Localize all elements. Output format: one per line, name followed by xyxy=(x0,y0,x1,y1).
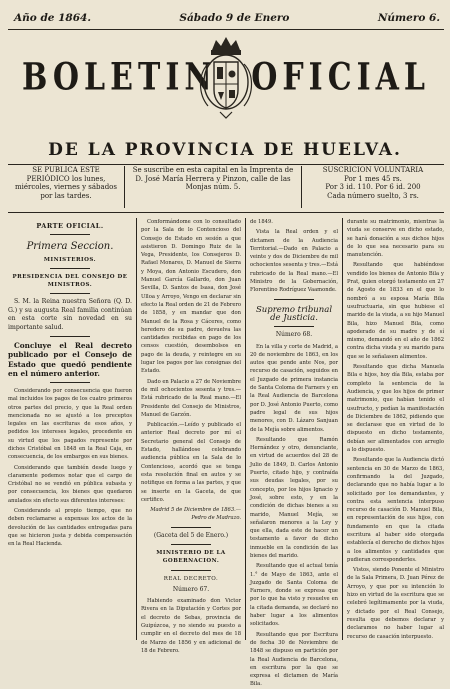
masthead xyxy=(0,30,450,126)
article-paragraph: Resultando que dicha Manuela Bila e hijos, hoy día Bila, estaba por completo la sentencia de la Audiencia, y que los hijos de primer matrimonio, que habían tenido el usufructo, y pedían la manifestación de Diciembre de 1862, pidiendo que se declarase que en virtud de lo dispuesto en dicho testamento, debían ser alimentados con arreglo a lo dispuesto. xyxy=(347,364,444,454)
subtitle-rule xyxy=(8,164,444,165)
issue-number: Número 6. xyxy=(377,12,440,24)
column-4 xyxy=(343,218,444,640)
divider xyxy=(171,527,211,528)
masthead-oficial: OFICIAL xyxy=(251,55,430,100)
column-1 xyxy=(8,218,137,640)
article-paragraph: Vista la Real orden y el dictamen de la Audiencia Territorial.—Dado en Palacio a veinte y dos de Diciembre de mil ochocientos sesenta y tres.—Está rubricado de la Real mano.—El Ministro de la Gobernación, Florentino Rodríguez Vaamonde. xyxy=(250,229,338,294)
divider xyxy=(50,234,90,235)
gaceta-reference: (Gaceta del 5 de Enero.) xyxy=(153,531,229,539)
masthead-boletin: BOLETIN xyxy=(22,55,217,100)
divider xyxy=(171,570,211,571)
royal-health-paragraph: S. M. la Reina nuestra Señora (Q. D. G.) y su augusta Real familia continúan en esta corte sin novedad en su importante salud. xyxy=(8,298,132,331)
decree-heading: Concluye el Real decreto publicado por el Consejo de Estado que quedó pendiente en el número anterior. xyxy=(8,341,132,378)
divider xyxy=(274,299,314,300)
subscription-title: SUSCRICION VOLUNTARIA xyxy=(322,166,424,174)
article-paragraph: Resultando que habiéndose vendido los bienes de Antonio Bila y Prat, quien otorgó testamento en 27 de Agosto de 1833 en el que lo nombró a su esposa María Bila usufructuaria, sin que hubiese el marido de la viuda, a su hijo Manuel Bila, hizo Manuel Bila, como apoderado de su madre y de sí mismo, demandó en el año de 1862 contra dicha viuda y su marido para que se le señalasen alimentos. xyxy=(347,262,444,360)
decree-number: Número 67. xyxy=(172,585,210,593)
part-heading: PARTE OFICIAL. xyxy=(36,222,104,230)
article-paragraph: Considerando al propio tiempo, que no deben reclamarse a expensas los actos de la devolución de las cantidades entregadas para que se hicieron justa y debida compensación en la Real Hacienda. xyxy=(8,508,132,548)
divider xyxy=(171,544,211,545)
issue-line xyxy=(14,12,440,28)
article-paragraph: Considerando por consecuencia que fueron mal incluidos los pagos de los cuatro primeros otros partes del precio, y que la Real orden mencionada no se ajustó a los preceptos legales en las escrituras de esos años, y pedidos los intereses legales, procedente en su virtud que los pagados represente por dichos Cristóbal en 1848 en la Real Caja, en consecuencia, de los embargos en sus bienes. xyxy=(8,387,132,461)
divider xyxy=(274,326,314,327)
divider xyxy=(50,336,90,337)
article-paragraph: Vistos, siendo Ponente el Ministro de la Sala Primera, D. Juan Pérez de Arroyo, y que por su intención lo hizo en virtud de la escritura que se celebró legítimamente por la viuda, y dictado por el Real Consejo, resulta que debemos declarar y declaramos no haber lugar al recurso de casación interpuesto. xyxy=(347,567,444,640)
subscription-prices xyxy=(302,166,444,208)
masthead-subtitle: DE LA PROVINCIA DE HUELVA. xyxy=(48,140,402,160)
section-heading: Primera Seccion. xyxy=(26,241,114,253)
court-heading: Supremo tribunal de Justicia. xyxy=(255,304,333,323)
periodicity-info: SE PUBLICA ESTE PERIÓDICO los lunes, miércoles, viernes y sábados por las tardes. xyxy=(8,166,125,208)
issue-year: Año de 1864. xyxy=(14,12,91,24)
article-paragraph: En la villa y corte de Madrid, a 20 de noviembre de 1863, en los autos que pende ante Nos, por recurso de casación, seguidos en el Juzgado de primera instancia de Santa Coloma de Farners y en la Real Audiencia de Barcelona por D. José Antonio Puerto, como padre legal de sus hijos menores, con D. Lázaro Sanjuan de la Mejía sobre alimentos. xyxy=(250,343,338,433)
article-paragraph: Publicación.—Leído y publicado el anterior Real decreto por mí el Secretario general del Consejo de Estado, hallándose celebrando audiencia pública en la Sala de lo Contencioso, acordó que se tenga esta resolución final en autos y se notifique en forma a las partes, y que se inserte en la Gaceta, de que certifico. xyxy=(141,422,241,503)
divider xyxy=(50,268,90,269)
signature: Madrid 5 de Diciembre de 1863.—Pedro de Madrazo. xyxy=(150,507,241,522)
article-paragraph: Resultando que por Escritura de fecha 30 de Noviembre de 1848 se dispuso en partición por la Real Audiencia de Barcelona, en escritura por la que se expresa el dictamen de María Bila. xyxy=(250,631,338,688)
ministries-heading: MINISTERIOS. xyxy=(43,256,97,263)
date-line: de 1849. xyxy=(250,219,273,225)
article-paragraph: Conformándome con lo consultado por la Sala de lo Contencioso del Consejo de Estado en sesión a que asistieron D. Domingo Ruiz de la Vega, Presidente, los Consejeros D. Rafael Monares, D. Manuel de Sierra y Moya, don Antonio Escudero, don Manuel García Gallardo, don Juan Sevilla, D. Santos de Isasa, don José Ulloa y Arroyo, Vengo en declarar sin efecto la Real orden de 21 de Febrero de 1858, y en mandar que don Manuel de la Rosa y Cáceres, como heredero de su padre, devuelva las cantidades recibidas en pago de los censos cuestión, desembolsos en pago de la deuda, y reintegre en su lugar los pagos por las consignas del Estado. xyxy=(141,219,241,375)
ruling-number: Número 68. xyxy=(275,331,313,339)
column-3 xyxy=(246,218,343,688)
info-rule xyxy=(8,212,444,213)
article-paragraph: Considerando que también desde luego y claramente podemos notar que el cargo de Cristóbal no se vendió en pública subasta y por consecuencia, los bienes que quedaron anulados sin efecto sus diferentes intereses: xyxy=(8,464,132,504)
price-line-2: Por 3 id. 110. Por 6 id. 200 xyxy=(325,183,421,191)
article-paragraph: Dado en Palacio a 27 de Noviembre de mil ochocientos sesenta y tres.—Está rubricado de la Real mano.—El Presidente del Consejo de Ministros, Manuel de Garzón. xyxy=(141,378,241,418)
article-columns xyxy=(8,218,444,688)
subscription-place: Se suscribe en esta capital en la Imprenta de D. José María Herrera y Pinzon, calle de las Monjas núm. 5. xyxy=(125,166,302,208)
ministry-heading: MINISTERIO DE LA GOBERNACION. xyxy=(156,549,226,565)
royal-decree-heading: REAL DECRETO. xyxy=(163,575,219,582)
price-line-3: Cada número suelto, 3 rs. xyxy=(327,191,419,200)
article-paragraph: Habiendo examinado don Victor Rivera en la Diputación y Cortes por el decreto de Sebas, provincia de Guipúzcoa, y no siendo su puesto a cumplir en el decreto del mes de 18 de Marzo de 1856 y en adicional de 18 de Febrero. xyxy=(141,598,241,654)
article-paragraph: durante su matrimonio, mientras la viuda se conserve en dicho estado, se hará donación a sus dichos hijos de lo que sea necesario para su manutención. xyxy=(347,219,444,259)
issue-date: Sábado 9 de Enero xyxy=(179,12,290,24)
price-line-1: Por 1 mes 45 rs. xyxy=(344,174,402,183)
article-paragraph: Resultando que Ramón Hernández y otro, denunciante, en virtud de acuerdos del 28 de Julio de 1849, D. Carlos Antonio Puerto, citado hijo, y contraída sus deudas legales, por su concepto, por los hijos Ignacio y José, sobre esto, y en la condición de dichas bienes a su marido, Manuel Mejía, se señalaron menores a la Ley y que ella, dada este de hacer un testamento a favor de dicho inmueble en la condición de las bienes del marido. xyxy=(250,436,338,559)
presidency-heading: PRESIDENCIA DEL CONSEJO DE MINISTROS. xyxy=(12,273,128,289)
article-paragraph: Resultando que la Audiencia dictó sentencia en 30 de Marzo de 1863, confirmando la del Juzgado, declarando que no había lugar a lo solicitado por los demandantes, y contra esta sentencia interpuso recurso de casación D. Manuel Bila, en representación de sus hijos, con fundamento en que la citada escritura al haber sido otorgada establecía el derecho de dichos hijos a los alimentos y cantidades que pudieran corresponderles. xyxy=(347,457,444,563)
column-2 xyxy=(137,218,246,654)
article-paragraph: Resultando que el actual tenía 1.° de Mayo de 1863, ante el Juzgado de Santa Coloma de Farners, donde se expresa que por lo que ha visto y resuelve en la citada demanda, se declaró no haber lugar a los alimentos solicitados. xyxy=(250,563,338,628)
publication-info xyxy=(8,166,444,208)
royal-crest-icon xyxy=(194,34,258,120)
divider xyxy=(50,382,90,383)
divider xyxy=(50,293,90,294)
